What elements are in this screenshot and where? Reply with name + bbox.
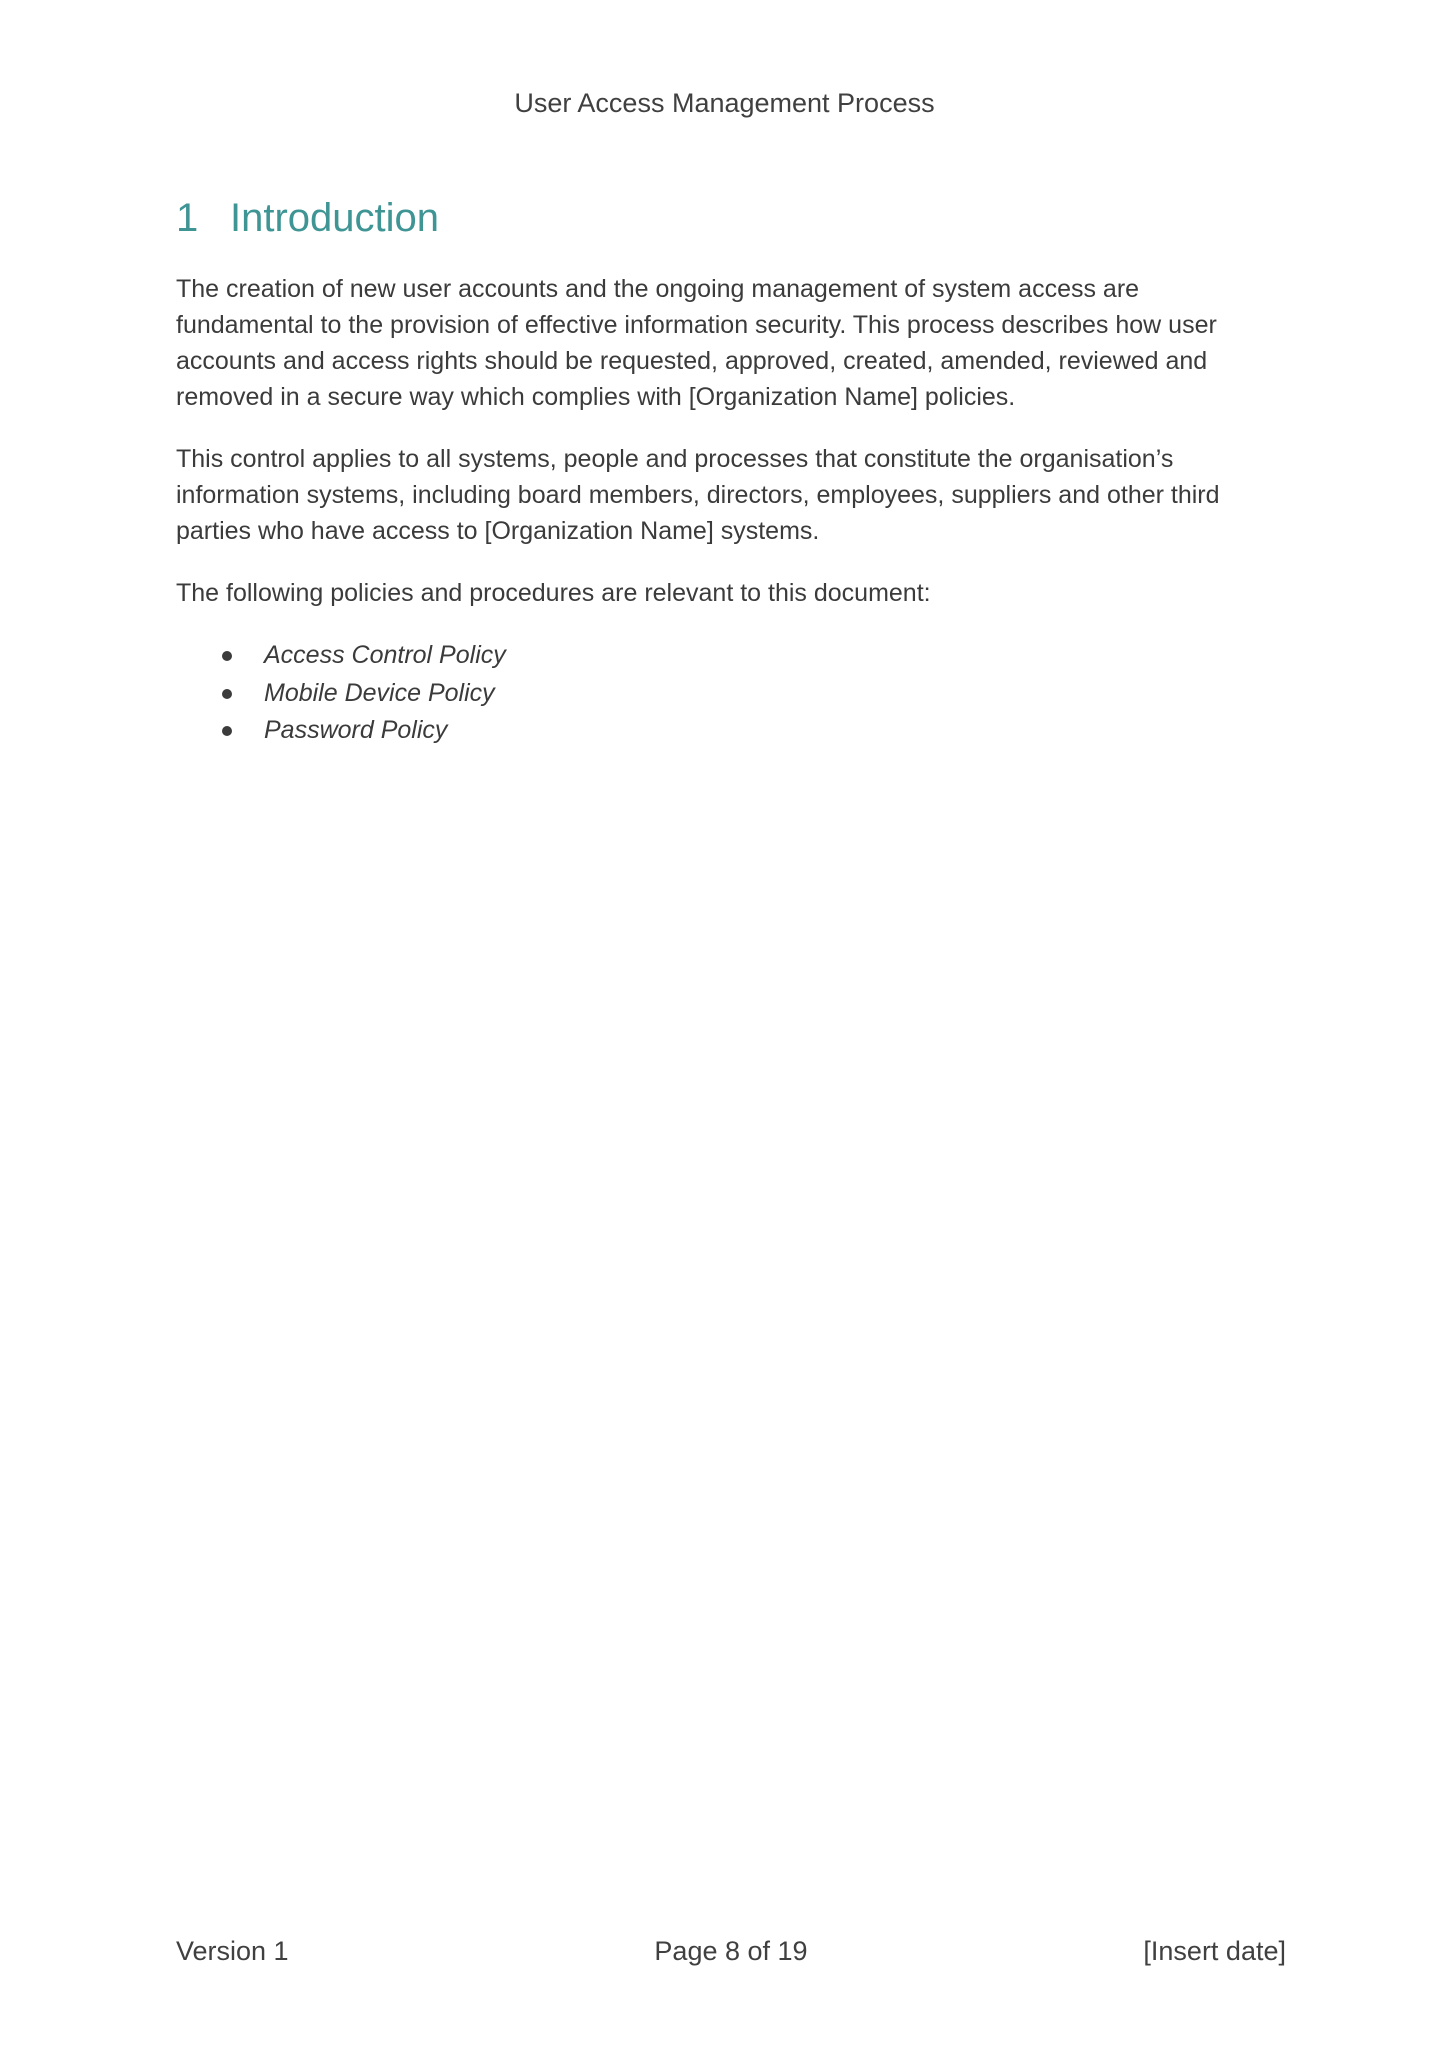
- document-body: [176, 196, 1276, 750]
- list-item: [222, 712, 1276, 750]
- footer-page-number: Page 8 of 19: [654, 1936, 808, 1966]
- footer-version: Version 1: [176, 1936, 289, 1966]
- bullet-icon: [222, 651, 232, 661]
- list-item: [222, 675, 1276, 713]
- policy-name: Access Control Policy: [264, 641, 506, 669]
- list-item: [222, 637, 1276, 675]
- intro-paragraph: The creation of new user accounts and the ongoing management of system access are fundamental to the provision of effective information security. This process describes how user accounts and access rights should be requested, approved, created, amended, reviewed and removed in a secure way which complies with [Organization Name] policies.: [176, 275, 1217, 411]
- section-title: Introduction: [230, 196, 440, 240]
- section-heading: [176, 196, 1276, 241]
- scope-paragraph: This control applies to all systems, people and processes that constitute the organisation’s information systems, including board members, directors, employees, suppliers and other third parties who have access to [Organization Name] systems.: [176, 445, 1220, 545]
- section-number: 1: [176, 196, 199, 240]
- policy-list: [176, 637, 1276, 750]
- page-header: User Access Management Process: [514, 88, 935, 118]
- bullet-icon: [222, 689, 232, 699]
- policy-name: Mobile Device Policy: [264, 678, 495, 707]
- policy-name: Password Policy: [264, 716, 448, 744]
- bullet-icon: [222, 726, 232, 736]
- related-policies-paragraph: The following policies and procedures are relevant to this document:: [176, 579, 931, 607]
- page-footer: [176, 1936, 1286, 1976]
- footer-date: [Insert date]: [1143, 1936, 1286, 1966]
